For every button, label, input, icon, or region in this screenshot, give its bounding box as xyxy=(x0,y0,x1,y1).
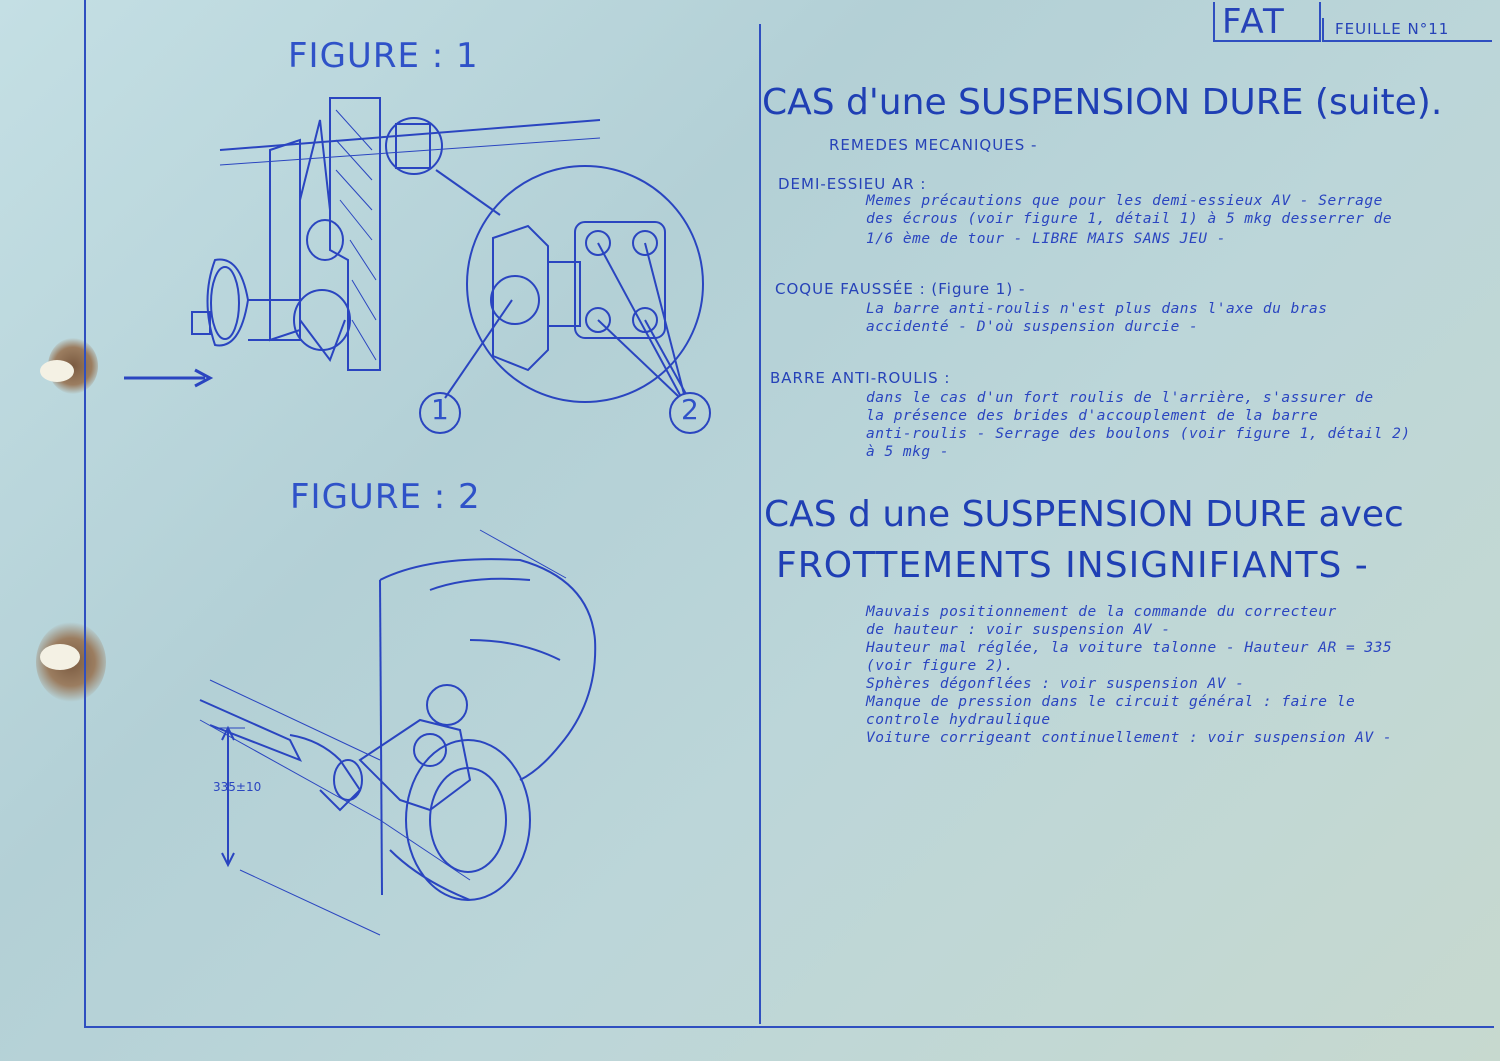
item-3-line-4: à 5 mkg - xyxy=(866,444,950,460)
item-3-heading: BARRE ANTI-ROULIS : xyxy=(770,369,951,387)
section-2-title-line-2: FROTTEMENTS INSIGNIFIANTS - xyxy=(776,545,1369,586)
section-1-subtitle: REMEDES MECANIQUES - xyxy=(829,136,1038,154)
section-2-line-1: Mauvais positionnement de la commande du correcteur xyxy=(866,604,1337,620)
item-3-line-3: anti-roulis - Serrage des boulons (voir figure 1, détail 2) xyxy=(866,426,1411,442)
figure-2-drawing xyxy=(0,0,760,1000)
item-1-line-2: des écrous (voir figure 1, détail 1) à 5 mkg desserrer de xyxy=(866,211,1393,227)
callout-2: 2 xyxy=(681,393,700,426)
section-2-line-5: Sphères dégonflées : voir suspension AV - xyxy=(866,676,1245,692)
document-code: FAT xyxy=(1222,2,1286,42)
item-3-line-1: dans le cas d'un fort roulis de l'arrière, s'assurer de xyxy=(866,390,1374,406)
section-2-line-6: Manque de pression dans le circuit général : faire le xyxy=(866,694,1356,710)
section-2-line-8: Voiture corrigeant continuellement : voir suspension AV - xyxy=(866,730,1393,746)
figure-2-label: FIGURE : 2 xyxy=(290,477,481,517)
item-1-line-1: Memes précautions que pour les demi-essieux AV - Serrage xyxy=(866,193,1383,209)
section-1-title: CAS d'une SUSPENSION DURE (suite). xyxy=(762,82,1443,123)
item-2-line-2: accidenté - D'où suspension durcie - xyxy=(866,319,1199,335)
section-2-line-2: de hauteur : voir suspension AV - xyxy=(866,622,1171,638)
figure-1-label: FIGURE : 1 xyxy=(288,36,479,76)
section-2-line-3: Hauteur mal réglée, la voiture talonne - Hauteur AR = 335 xyxy=(866,640,1393,656)
item-3-line-2: la présence des brides d'accouplement de la barre xyxy=(866,408,1319,424)
section-2-line-7: controle hydraulique xyxy=(866,712,1051,728)
item-2-line-1: La barre anti-roulis n'est plus dans l'axe du bras xyxy=(866,301,1328,317)
height-dimension: 335±10 xyxy=(213,780,262,794)
section-2-title-line-1: CAS d une SUSPENSION DURE avec xyxy=(764,494,1404,535)
sheet-number: FEUILLE N°11 xyxy=(1335,20,1450,38)
item-2-heading: COQUE FAUSSÉE : (Figure 1) - xyxy=(775,280,1026,298)
item-1-heading: DEMI-ESSIEU AR : xyxy=(778,175,927,193)
callout-1: 1 xyxy=(431,393,450,426)
section-2-line-4: (voir figure 2). xyxy=(866,658,1014,674)
item-1-line-3: 1/6 ème de tour - LIBRE MAIS SANS JEU - xyxy=(866,231,1226,247)
